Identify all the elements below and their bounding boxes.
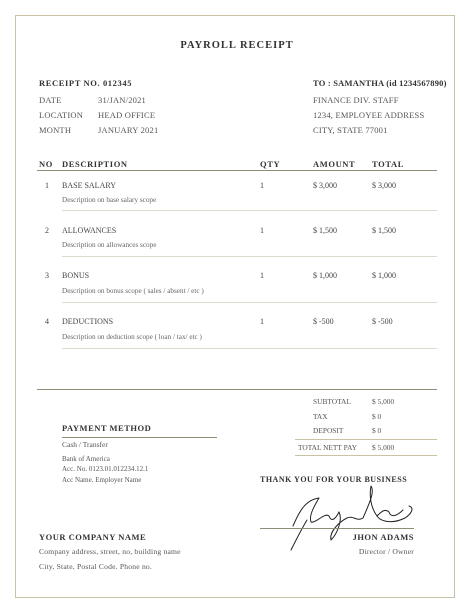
tax-label: TAX <box>313 412 328 421</box>
col-header-amount: AMOUNT <box>313 159 356 169</box>
row-4-no: 4 <box>45 317 49 326</box>
recipient-line1: FINANCE DIV. STAFF <box>313 95 399 105</box>
col-header-qty: QTY <box>260 159 281 169</box>
company-name: YOUR COMPANY NAME <box>39 532 147 542</box>
month-value: JANUARY 2021 <box>98 125 159 135</box>
totals-rule <box>295 439 437 440</box>
location-value: HEAD OFFICE <box>98 110 156 120</box>
totals-rule <box>295 455 437 456</box>
col-header-total: TOTAL <box>372 159 404 169</box>
row-4-total: $ -500 <box>372 317 393 326</box>
month-label: MONTH <box>39 125 72 135</box>
subtotal-label: SUBTOTAL <box>313 397 351 406</box>
signatory-role: Director / Owner <box>358 547 414 556</box>
signature-line <box>260 528 414 529</box>
signature-image <box>285 482 420 554</box>
row-2-item: ALLOWANCES <box>62 226 117 235</box>
payment-method-title: PAYMENT METHOD <box>62 423 152 433</box>
bank-name: Bank of America <box>62 455 110 463</box>
row-4-item: DEDUCTIONS <box>62 317 114 326</box>
row-3-no: 3 <box>45 271 49 280</box>
row-2-amount: $ 1,500 <box>313 226 337 235</box>
recipient-to: TO : SAMANTHA (id 1234567890) <box>313 78 447 88</box>
table-header-rule <box>37 170 437 171</box>
date-label: DATE <box>39 95 62 105</box>
payment-rule <box>62 437 217 438</box>
account-number: Acc. No. 0123.01.012234.12.1 <box>62 465 149 473</box>
row-divider <box>62 348 437 349</box>
row-2-no: 2 <box>45 226 49 235</box>
location-label: LOCATION <box>39 110 84 120</box>
row-3-qty: 1 <box>260 271 264 280</box>
table-bottom-rule <box>37 389 437 390</box>
deposit-label: DEPOSIT <box>313 426 344 435</box>
col-header-description: DESCRIPTION <box>62 159 128 169</box>
row-divider <box>62 210 437 211</box>
signatory-name: JHON ADAMS <box>352 532 414 542</box>
tax-value: $ 0 <box>372 412 382 421</box>
row-1-amount: $ 3,000 <box>313 181 337 190</box>
col-header-no: NO <box>39 159 53 169</box>
page-title: PAYROLL RECEIPT <box>180 40 294 51</box>
date-value: 31/JAN/2021 <box>98 95 147 105</box>
row-1-total: $ 3,000 <box>372 181 396 190</box>
row-4-amount: $ -500 <box>313 317 334 326</box>
row-1-item: BASE SALARY <box>62 181 117 190</box>
row-divider <box>62 302 437 303</box>
row-1-no: 1 <box>45 181 49 190</box>
row-3-desc: Description on bonus scope ( sales / absent / etc ) <box>62 287 204 295</box>
receipt-number: RECEIPT NO. 012345 <box>39 78 133 88</box>
recipient-line3: CITY, STATE 77001 <box>313 125 388 135</box>
subtotal-value: $ 5,000 <box>372 397 395 406</box>
thank-you-text: THANK YOU FOR YOUR BUSINESS <box>260 475 408 484</box>
company-address: Company address, street, no, building name <box>39 547 181 556</box>
total-nett-label: TOTAL NETT PAY <box>298 443 358 452</box>
payment-method-value: Cash / Transfer <box>62 440 108 449</box>
company-city: City, State, Postal Code. Phone no. <box>39 562 153 571</box>
total-nett-value: $ 5,000 <box>372 443 395 452</box>
deposit-value: $ 0 <box>372 426 382 435</box>
account-name: Acc Name. Employer Name <box>62 476 142 484</box>
row-3-amount: $ 1,000 <box>313 271 337 280</box>
row-2-desc: Description on allowances scope <box>62 241 157 249</box>
row-1-desc: Description on base salary scope <box>62 196 157 204</box>
row-4-desc: Description on deduction scope ( loan / tax/ etc ) <box>62 333 202 341</box>
row-4-qty: 1 <box>260 317 264 326</box>
recipient-line2: 1234, EMPLOYEE ADDRESS <box>313 110 425 120</box>
row-3-item: BONUS <box>62 271 90 280</box>
row-1-qty: 1 <box>260 181 264 190</box>
row-2-qty: 1 <box>260 226 264 235</box>
row-3-total: $ 1,000 <box>372 271 396 280</box>
row-divider <box>62 256 437 257</box>
row-2-total: $ 1,500 <box>372 226 396 235</box>
